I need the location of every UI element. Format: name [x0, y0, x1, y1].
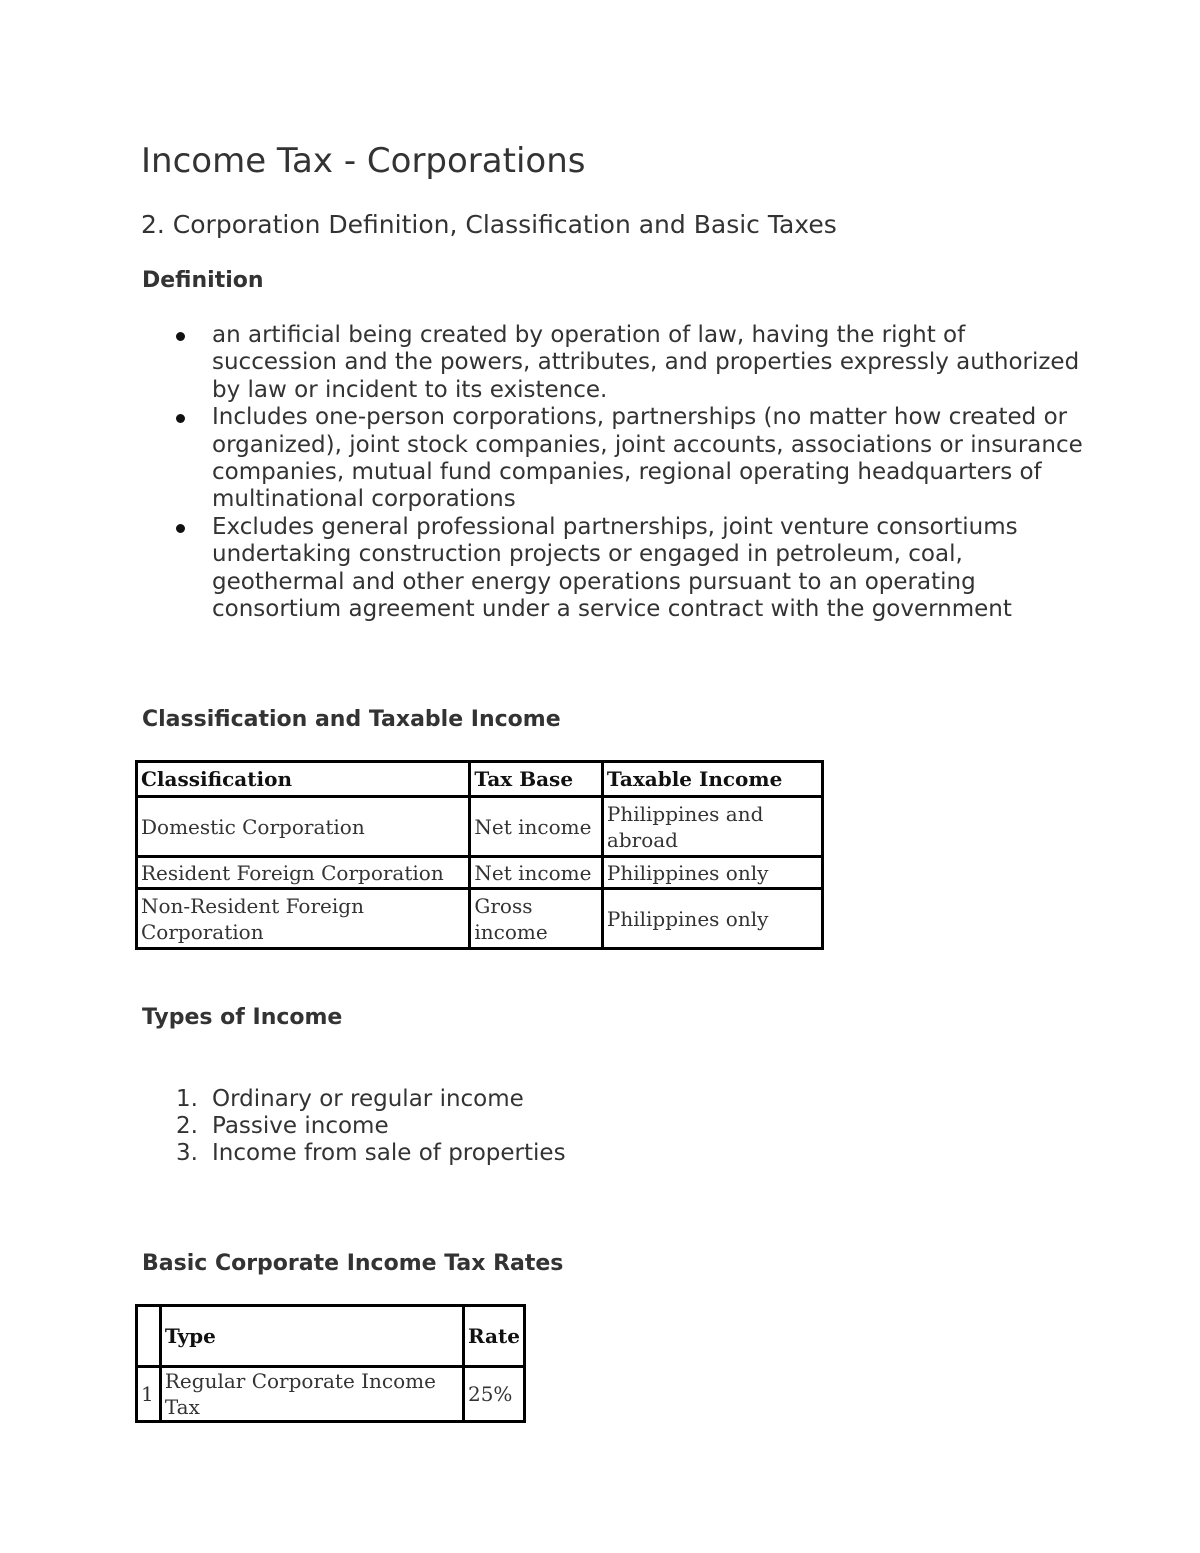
classification-table [135, 760, 824, 950]
table-cell: Philippines only [602, 857, 822, 889]
bullet-icon [176, 414, 185, 423]
table-header-row [137, 1306, 525, 1367]
table-row [137, 797, 823, 857]
column-header-type: Type [160, 1306, 463, 1367]
table-cell: Regular Corporate Income Tax [160, 1367, 463, 1422]
types-of-income-list [176, 1086, 912, 1167]
list-item-text: Income from sale of properties [212, 1140, 566, 1166]
document-subtitle: 2. Corporation Definition, Classification and Basic Taxes [141, 210, 837, 239]
table-row [137, 857, 823, 889]
table-cell: Resident Foreign Corporation [137, 857, 470, 889]
list-number: 3. [176, 1140, 198, 1166]
bullet-text: an artificial being created by operation of law, having the right of succession and the powers, attributes, and properties expressly authorized by law or incident to its existence. [212, 322, 1080, 403]
column-header-number [137, 1306, 161, 1367]
table-cell: 1 [137, 1367, 161, 1422]
table-header-row [137, 762, 823, 797]
table-cell: Domestic Corporation [137, 797, 470, 857]
list-item [176, 1113, 912, 1140]
classification-heading: Classification and Taxable Income [142, 707, 561, 732]
table-cell: Non-Resident Foreign Corporation [137, 889, 470, 949]
column-header-taxable-income: Taxable Income [602, 762, 822, 797]
list-number: 2. [176, 1113, 198, 1139]
tax-rates-table [135, 1304, 526, 1423]
document-title: Income Tax - Corporations [141, 141, 586, 181]
bullet-icon [176, 332, 185, 341]
list-item-text: Ordinary or regular income [212, 1086, 524, 1112]
definition-bullet-list [212, 322, 1092, 623]
list-item [212, 514, 1092, 624]
table-cell: Net income [470, 797, 603, 857]
table-row [137, 889, 823, 949]
table-cell: Philippines and abroad [602, 797, 822, 857]
list-number: 1. [176, 1086, 198, 1112]
table-row [137, 1367, 525, 1422]
list-item [212, 322, 1092, 404]
rates-heading: Basic Corporate Income Tax Rates [142, 1251, 564, 1276]
list-item-text: Passive income [212, 1113, 389, 1139]
definition-heading: Definition [142, 268, 264, 293]
table-cell: Net income [470, 857, 603, 889]
column-header-classification: Classification [137, 762, 470, 797]
table-cell: Gross income [470, 889, 603, 949]
bullet-text: Excludes general professional partnerships, joint venture consortiums undertaking construction projects or engaged in petroleum, coal, geothermal and other energy operations pursuant to an operating consortium agreement under a service contract with the government [212, 513, 1018, 623]
column-header-tax-base: Tax Base [470, 762, 603, 797]
bullet-text: Includes one-person corporations, partnerships (no matter how created or organized), joint stock companies, joint accounts, associations or insurance companies, mutual fund companies, regional operating headquarters of multinational corporations [212, 404, 1083, 513]
list-item [212, 404, 1092, 514]
table-cell: 25% [463, 1367, 524, 1422]
list-item [176, 1140, 912, 1167]
bullet-icon [176, 524, 185, 533]
table-cell: Philippines only [602, 889, 822, 949]
types-of-income-heading: Types of Income [142, 1005, 343, 1030]
list-item [176, 1086, 912, 1113]
column-header-rate: Rate [463, 1306, 524, 1367]
